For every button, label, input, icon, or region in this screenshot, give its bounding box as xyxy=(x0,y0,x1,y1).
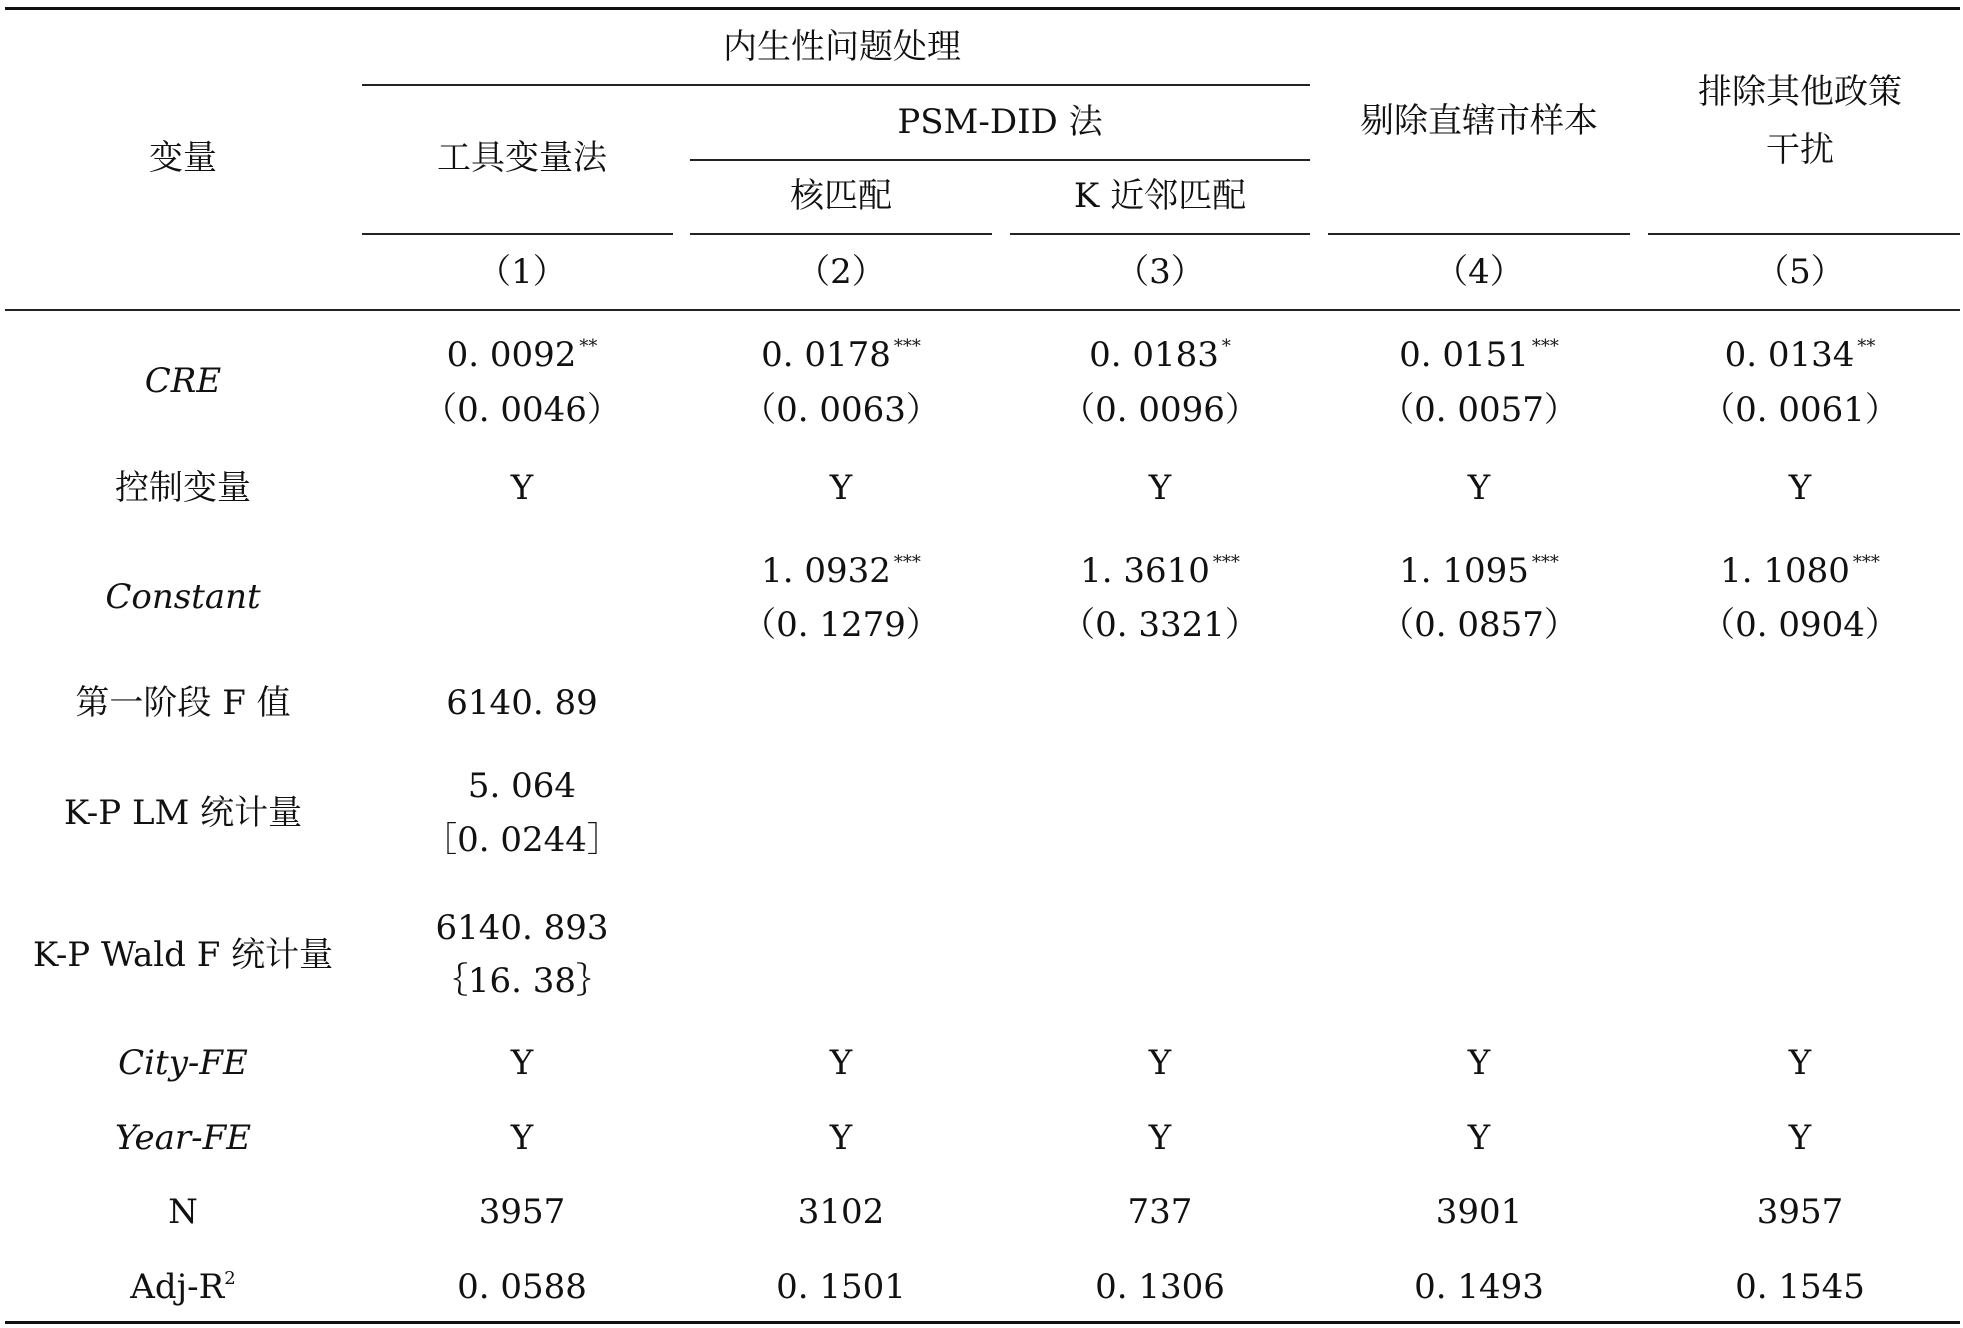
col2-rule xyxy=(690,233,992,235)
row-label-adj-r2: Adj-$R^2$ xyxy=(130,1267,236,1307)
cre-coef-1: 0. 0092 ** xyxy=(446,335,598,375)
header-iv-method: 工具变量法 xyxy=(437,138,607,178)
row-label-cre: CRE xyxy=(144,361,222,401)
row-label-city-fe: City-FE xyxy=(118,1043,248,1083)
header-exclude-policy-line2: 干扰 xyxy=(1766,130,1834,170)
psm-did-rule xyxy=(690,159,1310,161)
header-bottom-rule xyxy=(5,309,1960,311)
year-fe-1: Y xyxy=(510,1118,534,1158)
constant-coef-2: 1. 0932 *** xyxy=(761,551,921,591)
controls-2: Y xyxy=(829,468,853,508)
cre-se-4: （0. 0057） xyxy=(1380,390,1578,430)
controls-1: Y xyxy=(510,468,534,508)
cre-coef-2: 0. 0178 *** xyxy=(761,335,921,375)
n-2: 3102 xyxy=(797,1192,885,1232)
row-label-constant: Constant xyxy=(105,577,261,617)
city-fe-2: Y xyxy=(829,1043,853,1083)
cre-se-2: （0. 0063） xyxy=(742,390,940,430)
adj-r2-1: 0. 0588 xyxy=(457,1267,587,1307)
cre-se-3: （0. 0096） xyxy=(1061,390,1259,430)
constant-se-5: （0. 0904） xyxy=(1701,605,1899,645)
adj-r2-5: 0. 1545 xyxy=(1735,1267,1865,1307)
adj-r2-3: 0. 1306 xyxy=(1095,1267,1225,1307)
col-number-4: （4） xyxy=(1434,252,1524,292)
year-fe-2: Y xyxy=(829,1118,853,1158)
year-fe-5: Y xyxy=(1788,1118,1812,1158)
n-5: 3957 xyxy=(1756,1192,1844,1232)
header-psm-did: PSM-DID 法 xyxy=(897,102,1103,142)
kp-wald-critical-1: ｛16. 38｝ xyxy=(433,961,611,1001)
row-label-kp-wald: K-P Wald F 统计量 xyxy=(32,935,334,975)
header-exclude-municipalities: 剔除直辖市样本 xyxy=(1360,101,1598,141)
constant-coef-3: 1. 3610 *** xyxy=(1080,551,1240,591)
row-label-n: N xyxy=(168,1192,198,1232)
adj-r2-2: 0. 1501 xyxy=(776,1267,906,1307)
top-rule xyxy=(5,7,1960,10)
constant-se-2: （0. 1279） xyxy=(742,605,940,645)
cre-coef-3: 0. 0183 * xyxy=(1089,335,1231,375)
kp-lm-value-1: 5. 064 xyxy=(467,766,577,806)
first-stage-f-1: 6140. 89 xyxy=(446,683,598,723)
cre-coef-5: 0. 0134 ** xyxy=(1724,335,1876,375)
col-number-2: （2） xyxy=(796,252,886,292)
constant-coef-4: 1. 1095 *** xyxy=(1399,551,1559,591)
n-3: 737 xyxy=(1127,1192,1193,1232)
header-knn: K 近邻匹配 xyxy=(1073,176,1247,216)
header-endogeneity: 内生性问题处理 xyxy=(723,27,961,67)
col5-rule xyxy=(1648,233,1960,235)
city-fe-1: Y xyxy=(510,1043,534,1083)
cre-se-5: （0. 0061） xyxy=(1701,390,1899,430)
header-exclude-policy-line1: 排除其他政策 xyxy=(1698,72,1902,112)
city-fe-5: Y xyxy=(1788,1043,1812,1083)
n-1: 3957 xyxy=(478,1192,566,1232)
col-number-1: （1） xyxy=(477,252,567,292)
year-fe-3: Y xyxy=(1148,1118,1172,1158)
city-fe-3: Y xyxy=(1148,1043,1172,1083)
bottom-rule xyxy=(5,1321,1960,1324)
col4-rule xyxy=(1328,233,1630,235)
n-4: 3901 xyxy=(1435,1192,1523,1232)
col3-rule xyxy=(1010,233,1310,235)
header-kernel: 核匹配 xyxy=(790,176,892,216)
year-fe-4: Y xyxy=(1467,1118,1491,1158)
row-label-first-stage-f: 第一阶段 F 值 xyxy=(75,683,291,723)
cre-coef-4: 0. 0151 *** xyxy=(1399,335,1559,375)
col1-rule xyxy=(362,233,673,235)
col-number-3: （3） xyxy=(1115,252,1205,292)
row-label-year-fe: Year-FE xyxy=(114,1118,252,1158)
adj-r2-4: 0. 1493 xyxy=(1414,1267,1544,1307)
controls-3: Y xyxy=(1148,468,1172,508)
kp-lm-pvalue-1: ［0. 0244］ xyxy=(423,820,621,860)
endogeneity-rule xyxy=(362,84,1310,86)
col-number-5: （5） xyxy=(1755,252,1845,292)
row-label-controls: 控制变量 xyxy=(115,468,251,508)
cre-se-1: （0. 0046） xyxy=(423,390,621,430)
header-variable: 变量 xyxy=(149,138,217,178)
constant-se-4: （0. 0857） xyxy=(1380,605,1578,645)
constant-coef-5: 1. 1080 *** xyxy=(1720,551,1880,591)
kp-wald-value-1: 6140. 893 xyxy=(435,908,609,948)
constant-se-3: （0. 3321） xyxy=(1061,605,1259,645)
row-label-kp-lm: K-P LM 统计量 xyxy=(63,793,303,833)
controls-5: Y xyxy=(1788,468,1812,508)
controls-4: Y xyxy=(1467,468,1491,508)
city-fe-4: Y xyxy=(1467,1043,1491,1083)
